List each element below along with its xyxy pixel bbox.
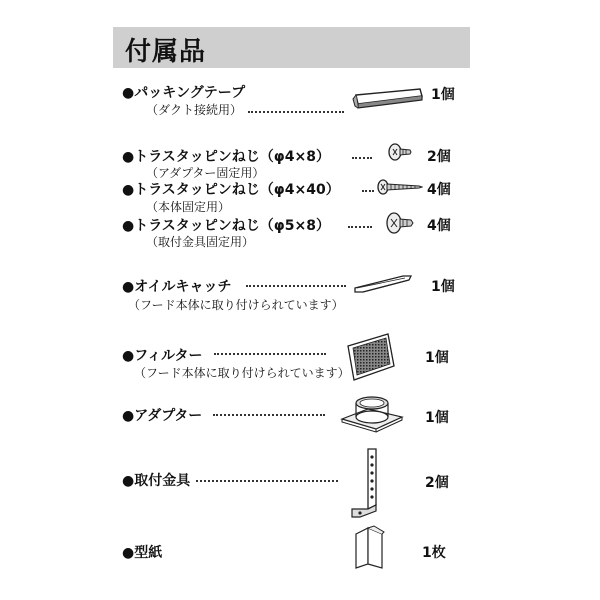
item-note: （取付金具固定用）: [146, 235, 255, 249]
item-quantity: 4個: [427, 182, 451, 198]
truss-screw-icon: [386, 212, 414, 234]
filter-icon: [342, 332, 398, 382]
item-note: （ダクト接続用）: [146, 103, 243, 117]
item-quantity: 1個: [425, 350, 449, 366]
item-note: （フード本体に取り付けられています）: [134, 366, 350, 380]
item-quantity: 1個: [431, 279, 455, 295]
item-name: ●トラスタッピンねじ（φ5×8）: [122, 218, 330, 234]
item-quantity: 4個: [427, 218, 451, 234]
item-note: （フード本体に取り付けられています）: [128, 298, 344, 312]
adapter-icon: [340, 393, 404, 433]
mounting-bracket-icon: [348, 447, 384, 519]
leader-dots: [352, 157, 372, 159]
item-note: （アダプター固定用）: [146, 166, 265, 180]
leader-dots: [248, 111, 344, 113]
page-title: 付属品: [125, 37, 207, 67]
leader-dots: [213, 414, 325, 416]
leader-dots: [362, 190, 374, 192]
item-name: ●オイルキャッチ: [122, 279, 232, 295]
item-quantity: 2個: [427, 149, 451, 165]
item-name: ●トラスタッピンねじ（φ4×40）: [122, 182, 340, 198]
section-header: [113, 27, 470, 68]
item-quantity: 1枚: [422, 545, 446, 561]
item-quantity: 1個: [431, 87, 455, 103]
item-name: ●フィルター: [122, 348, 203, 364]
item-quantity: 1個: [425, 410, 449, 426]
item-name: ●トラスタッピンねじ（φ4×8）: [122, 149, 330, 165]
packing-tape-icon: [350, 86, 424, 110]
item-name: ●取付金具: [122, 473, 191, 489]
short-screw-icon: [388, 143, 412, 161]
item-note: （本体固定用）: [146, 200, 231, 214]
paper-template-icon: [354, 524, 386, 570]
oil-catch-icon: [353, 272, 413, 294]
leader-dots: [246, 285, 346, 287]
item-quantity: 2個: [425, 475, 449, 491]
item-name: ●パッキングテープ: [122, 85, 246, 101]
item-name: ●アダプター: [122, 408, 203, 424]
leader-dots: [196, 480, 338, 482]
item-name: ●型紙: [122, 545, 163, 561]
long-screw-icon: [377, 178, 423, 196]
leader-dots: [348, 226, 372, 228]
leader-dots: [214, 353, 326, 355]
